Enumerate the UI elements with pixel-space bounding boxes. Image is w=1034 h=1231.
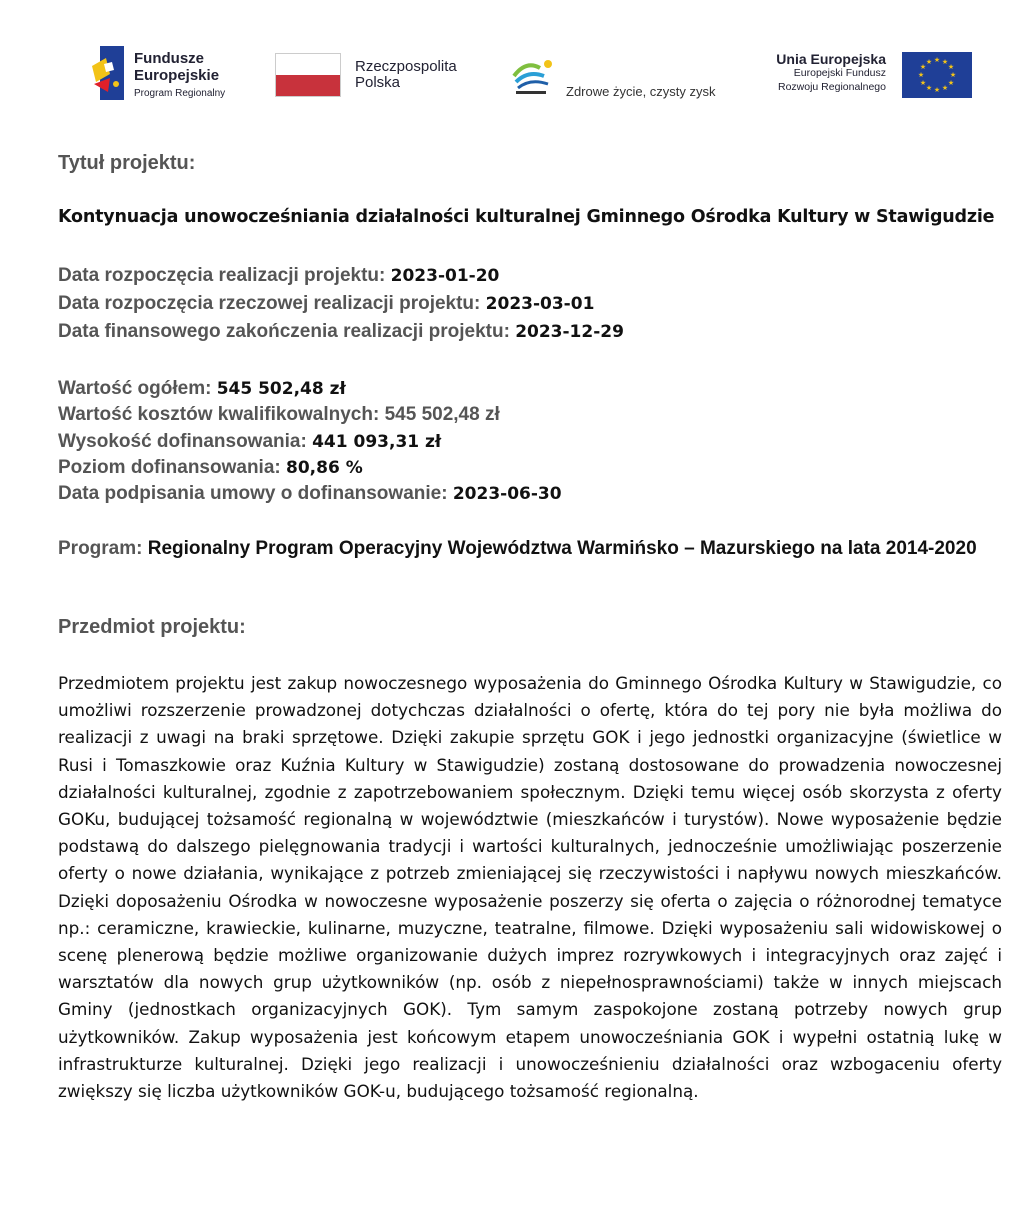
funding-amount-row xyxy=(58,431,441,453)
financial-end-date-row xyxy=(58,321,624,343)
ue-line3: Rozwoju Regionalnego xyxy=(778,81,886,93)
svg-text:★: ★ xyxy=(919,79,927,87)
svg-text:★: ★ xyxy=(941,58,949,66)
eligible-costs-row xyxy=(58,404,500,426)
material-start-date-row xyxy=(58,293,594,315)
eu-flag-icon xyxy=(902,52,972,98)
eligible-costs-value: 545 502,48 zł xyxy=(384,404,500,425)
svg-text:★: ★ xyxy=(933,56,941,64)
svg-text:★: ★ xyxy=(925,58,933,66)
project-title-label: Tytuł projektu: xyxy=(58,152,196,174)
svg-text:★: ★ xyxy=(919,63,927,71)
warmia-mazury-logo xyxy=(510,54,730,104)
ue-line1: Unia Europejska xyxy=(776,51,886,67)
program-block xyxy=(58,536,978,562)
warmia-slogan: Zdrowe życie, czysty zysk xyxy=(566,84,716,99)
fundusze-line2: Europejskie xyxy=(134,67,220,84)
total-value: 545 502,48 zł xyxy=(216,379,346,399)
svg-text:★: ★ xyxy=(941,84,949,92)
funding-amount-value: 441 093,31 zł xyxy=(312,432,442,452)
funding-level-label: Poziom dofinansowania: xyxy=(58,457,281,478)
start-date-row xyxy=(58,265,499,287)
funding-level-value: 80,86 % xyxy=(286,458,363,478)
agreement-date-value: 2023-06-30 xyxy=(452,484,562,504)
start-date-value: 2023-01-20 xyxy=(390,266,500,286)
svg-text:★: ★ xyxy=(947,79,955,87)
start-date-label: Data rozpoczęcia realizacji projektu: xyxy=(58,265,386,286)
rzeczpospolita-line2: Polska xyxy=(355,74,401,91)
funding-amount-label: Wysokość dofinansowania: xyxy=(58,431,307,452)
ue-line2: Europejski Fundusz xyxy=(793,67,886,79)
program-value: Regionalny Program Operacyjny Województwa Warmińsko – Mazurskiego na lata 2014-2020 xyxy=(147,538,977,559)
total-value-label: Wartość ogółem: xyxy=(58,378,212,399)
fundusze-europejskie-logo xyxy=(90,44,250,104)
fundusze-europejskie-icon xyxy=(90,44,126,102)
fundusze-line1: Fundusze xyxy=(134,50,204,67)
eligible-costs-label: Wartość kosztów kwalifikowalnych: xyxy=(58,404,380,425)
svg-text:★: ★ xyxy=(933,86,941,94)
rzeczpospolita-line1: Rzeczpospolita xyxy=(355,58,457,75)
program-label: Program: xyxy=(58,538,143,559)
project-title: Kontynuacja unowocześniania działalności kulturalnej Gminnego Ośrodka Kultury w Stawigudzie xyxy=(58,207,995,227)
logo-strip xyxy=(0,0,1034,120)
unia-europejska-logo xyxy=(760,52,972,102)
polish-flag-icon xyxy=(275,53,341,97)
material-start-date-value: 2023-03-01 xyxy=(485,294,595,314)
agreement-date-row xyxy=(58,483,562,505)
svg-text:★: ★ xyxy=(949,71,957,79)
financial-end-date-label: Data finansowego zakończenia realizacji projektu: xyxy=(58,321,510,342)
project-subject-label: Przedmiot projektu: xyxy=(58,616,246,638)
svg-text:★: ★ xyxy=(925,84,933,92)
agreement-date-label: Data podpisania umowy o dofinansowanie: xyxy=(58,483,448,504)
project-description: Przedmiotem projektu jest zakup nowoczesnego wyposażenia do Gminnego Ośrodka Kultury w Stawigudzie, co umożliwi rozszerzenie prowadzonej dotychczas działalności o ofertę, która do tej pory nie była możliwa do realizacji z uwagi na braki sprzętowe. Dzięki zakupie sprzętu GOK i jego jednostki organizacyjne (świetlice w Rusi i Tomaszkowie oraz Kuźnia Kultury w Stawigudzie) zostaną dostosowane do prowadzenia nowoczesnej działalności kulturalnej, zgodnie z zapotrzebowaniem społecznym. Dzięki temu więcej osób skorzysta z oferty GOKu, budującej tożsamość regionalną w województwie (mieszkańców i turystów). Nowe wyposażenie będzie podstawą do dalszego pielęgnowania tradycji i wartości kulturalnych, jednocześnie umożliwiając poszerzenie oferty o nowe działania, wynikające z potrzeb zmieniającej się rzeczywistości i napływu nowych mieszkańców. Dzięki doposażeniu Ośrodka w nowoczesne wyposażenie poszerzy się oferta o zajęcia o różnorodnej tematyce np.: ceramiczne, krawieckie, kulinarne, muzyczne, teatralne, filmowe. Dzięki wyposażeniu sali widowiskowej o scenę plenerową będzie możliwe organizowanie dużych imprez rozrywkowych i integracyjnych oraz zajęć i warsztatów dla nowych grup użytkowników (np. osób z niepełnosprawnościami) także w innych miejscach Gminy (jednostkach organizacyjnych GOK). Tym samym zaspokojone zostaną potrzeby nowych grup użytkowników. Zakup wyposażenia jest końcowym etapem unowocześniania GOK i wypełni ostatnią lukę w infrastrukturze kulturalnej. Dzięki jego realizacji i unowocześnieniu działalności oraz wzbogaceniu oferty zwiększy się liczba użytkowników GOK-u, budującego tożsamość regionalną. xyxy=(58,673,1002,1102)
svg-text:★: ★ xyxy=(917,71,925,79)
material-start-date-label: Data rozpoczęcia rzeczowej realizacji projektu: xyxy=(58,293,481,314)
funding-level-row xyxy=(58,457,363,479)
warmia-mazury-icon xyxy=(510,54,556,98)
fundusze-line3: Program Regionalny xyxy=(134,88,226,99)
financial-end-date-value: 2023-12-29 xyxy=(515,322,624,342)
svg-text:★: ★ xyxy=(947,63,955,71)
total-value-row xyxy=(58,378,346,400)
rzeczpospolita-logo xyxy=(275,53,485,99)
